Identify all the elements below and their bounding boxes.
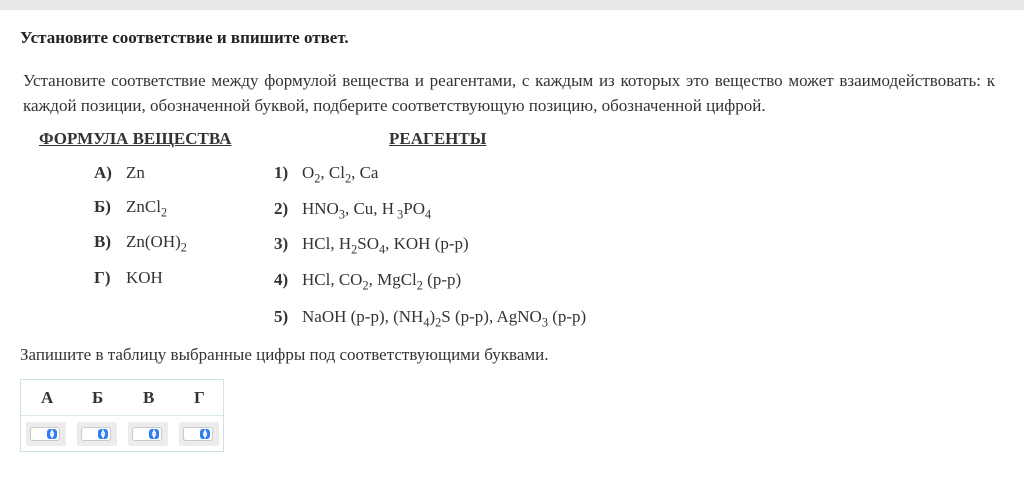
reagent-label: 2) <box>274 199 289 218</box>
reagent-label: 1) <box>274 163 289 182</box>
answer-header-g: Г <box>194 388 205 407</box>
answer-cell-a <box>26 422 66 446</box>
answer-instruction: Запишите в таблицу выбранные цифры под соответствующими буквами. <box>20 345 549 364</box>
answer-cell-b <box>77 422 117 446</box>
formula-value: ZnCl$_2$ <box>126 197 168 220</box>
reagent-item-4 <box>274 270 462 293</box>
answer-select-a[interactable] <box>30 427 60 441</box>
reagent-value: $HNO_3$, Cu, H $_3PO_4$ <box>302 199 432 222</box>
formula-label: Г) <box>94 268 111 287</box>
reagent-label: 4) <box>274 270 289 289</box>
reagent-value: $O_2$, $Cl_2$, Ca <box>302 163 379 186</box>
formula-column-header: ФОРМУЛА ВЕЩЕСТВА <box>39 129 232 148</box>
answer-cell-v <box>128 422 168 446</box>
reagent-value: HCl, $CO_2$, MgCl$_2$ (р-р) <box>302 270 462 293</box>
formula-item-g <box>94 268 163 288</box>
chevron-up-down-icon: ▲ ▼ <box>98 429 108 439</box>
reagent-value: NaOH (р-р), $(NH_4)_2S$ (р-р), AgNO$_3$ (р-р) <box>302 307 587 330</box>
reagent-item-3 <box>274 234 469 257</box>
chevron-up-down-icon: ▲ ▼ <box>47 429 57 439</box>
chevron-up-down-icon: ▲ ▼ <box>149 429 159 439</box>
answer-select-b[interactable] <box>81 427 111 441</box>
formula-item-v <box>94 232 187 255</box>
answer-header-a: А <box>41 388 54 407</box>
task-text: Установите соответствие между формулой вещества и реагентами, с каждым из которых это вещество может взаимодействовать: к каждой позиции, обозначенной буквой, подберите соответствующую позицию, обозначенной цифрой. <box>23 71 995 115</box>
task-heading: Установите соответствие и впишите ответ. <box>20 28 349 47</box>
formula-item-b <box>94 197 168 220</box>
reagent-label: 3) <box>274 234 289 253</box>
reagent-value: HCl, $H_2SO_4$, KOH (р-р) <box>302 234 469 257</box>
formula-value: Zn <box>126 163 145 182</box>
formula-value: KOH <box>126 268 163 287</box>
formula-item-a <box>94 163 145 183</box>
chevron-up-down-icon: ▲ ▼ <box>200 429 210 439</box>
answer-header-v: В <box>143 388 155 407</box>
reagent-item-5 <box>274 307 587 330</box>
formula-label: В) <box>94 232 111 251</box>
reagent-label: 5) <box>274 307 289 326</box>
reagents-column-header: РЕАГЕНТЫ <box>389 129 487 148</box>
answer-cell-g <box>179 422 219 446</box>
answer-table <box>20 379 224 452</box>
formula-value: $Zn(OH)_2$ <box>126 232 187 255</box>
formula-label: А) <box>94 163 112 182</box>
reagent-item-2 <box>274 199 432 222</box>
reagent-item-1 <box>274 163 379 186</box>
answer-select-v[interactable] <box>132 427 162 441</box>
formula-label: Б) <box>94 197 111 216</box>
top-bar <box>0 0 1024 10</box>
answer-select-g[interactable] <box>183 427 213 441</box>
answer-header-b: Б <box>92 388 104 407</box>
answer-table-divider <box>21 415 223 416</box>
